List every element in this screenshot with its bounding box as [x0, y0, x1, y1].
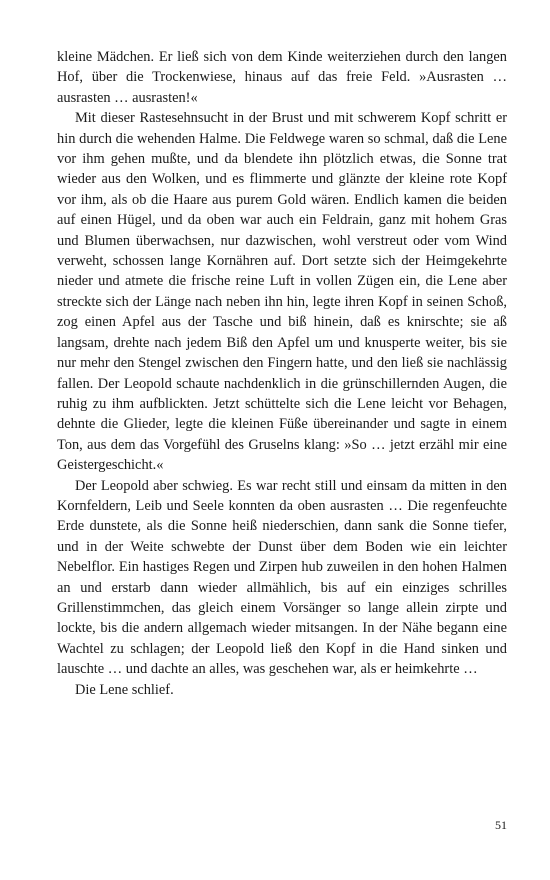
paragraph: Die Lene schlief.: [75, 681, 174, 698]
paragraph: Mit dieser Rastesehnsucht in der Brust und mit schwerem Kopf schritt er hin durch die wehenden Halme. Die Feldwege waren so schmal, daß die Lene vor ihm gehen mußte, und da blendete ihn plötzlich etwas, die Sonne trat wieder aus den Wolken, und es flimmerte und glänzte der kleine rote Kopf vor ihm, als ob die Haare aus purem Gold wären. Endlich kamen die beiden auf einen Hügel, und da oben war auch ein Feldrain, ganz mit hohem Gras und Blumen überwachsen, nur dazwischen, wohl verstreut oder vom Wind verweht, schossen lange Kornähren auf. Dort setzte sich der Heimgekehrte nieder und atmete die frische reine Luft in vollen Zügen ein, die Lene aber streckte sich der Länge nach neben ihn hin, legte ihren Kopf in seinen Schoß, zog einen Apfel aus der Tasche und biß hinein, daß es knirschte; sie aß langsam, drehte nach jedem Biß den Apfel um und knusperte weiter, bis sie nur mehr den Stengel zwischen den Fingern hatte, und den ließ sie nachlässig fallen. Der Leopold schaute nachdenklich in die grünschillernden Augen, die ruhig zu ihm aufblickten. Jetzt schüttelte sich die Lene leicht vor Behagen, dehnte die Glieder, legte die kleinen Füße übereinander und sagte in einem Ton, aus dem das Vorgefühl des Gruselns klang: »So … jetzt erzähl mir eine Geistergeschicht.«: [57, 110, 507, 474]
paragraph: Der Leopold aber schwieg. Es war recht still und einsam da mitten in den Kornfeldern, Leib und Seele konnten da oben ausrasten … Die regenfeuchte Erde dunstete, als die Sonne heiß niederschien, dann sank die Sonne tiefer, und in der Weite schwebte der Dunst über dem Boden wie ein leichter Nebelflor. Ein hastiges Regen und Zirpen hub zuweilen in den hohen Halmen an und erstarb dann wieder allmählich, bis auf ein einziges schrilles Grillenstimmchen, das gleich einem Vorsänger so lange allein zirpte und lockte, bis die andern allgemach wieder mitsangen. In der Nähe begann eine Wachtel zu schlagen; der Leopold ließ den Kopf in die Hand sinken und lauschte … und dachte an alles, was geschehen war, als er heimkehrte …: [57, 477, 507, 678]
page-number: 51: [495, 818, 507, 832]
body-text: [57, 47, 507, 700]
paragraph-continuation: kleine Mädchen. Er ließ sich von dem Kinde weiterziehen durch den langen Hof, über die Trockenwiese, hinaus auf das freie Feld. »Ausrasten … ausrasten … ausrasten!«: [57, 49, 507, 106]
